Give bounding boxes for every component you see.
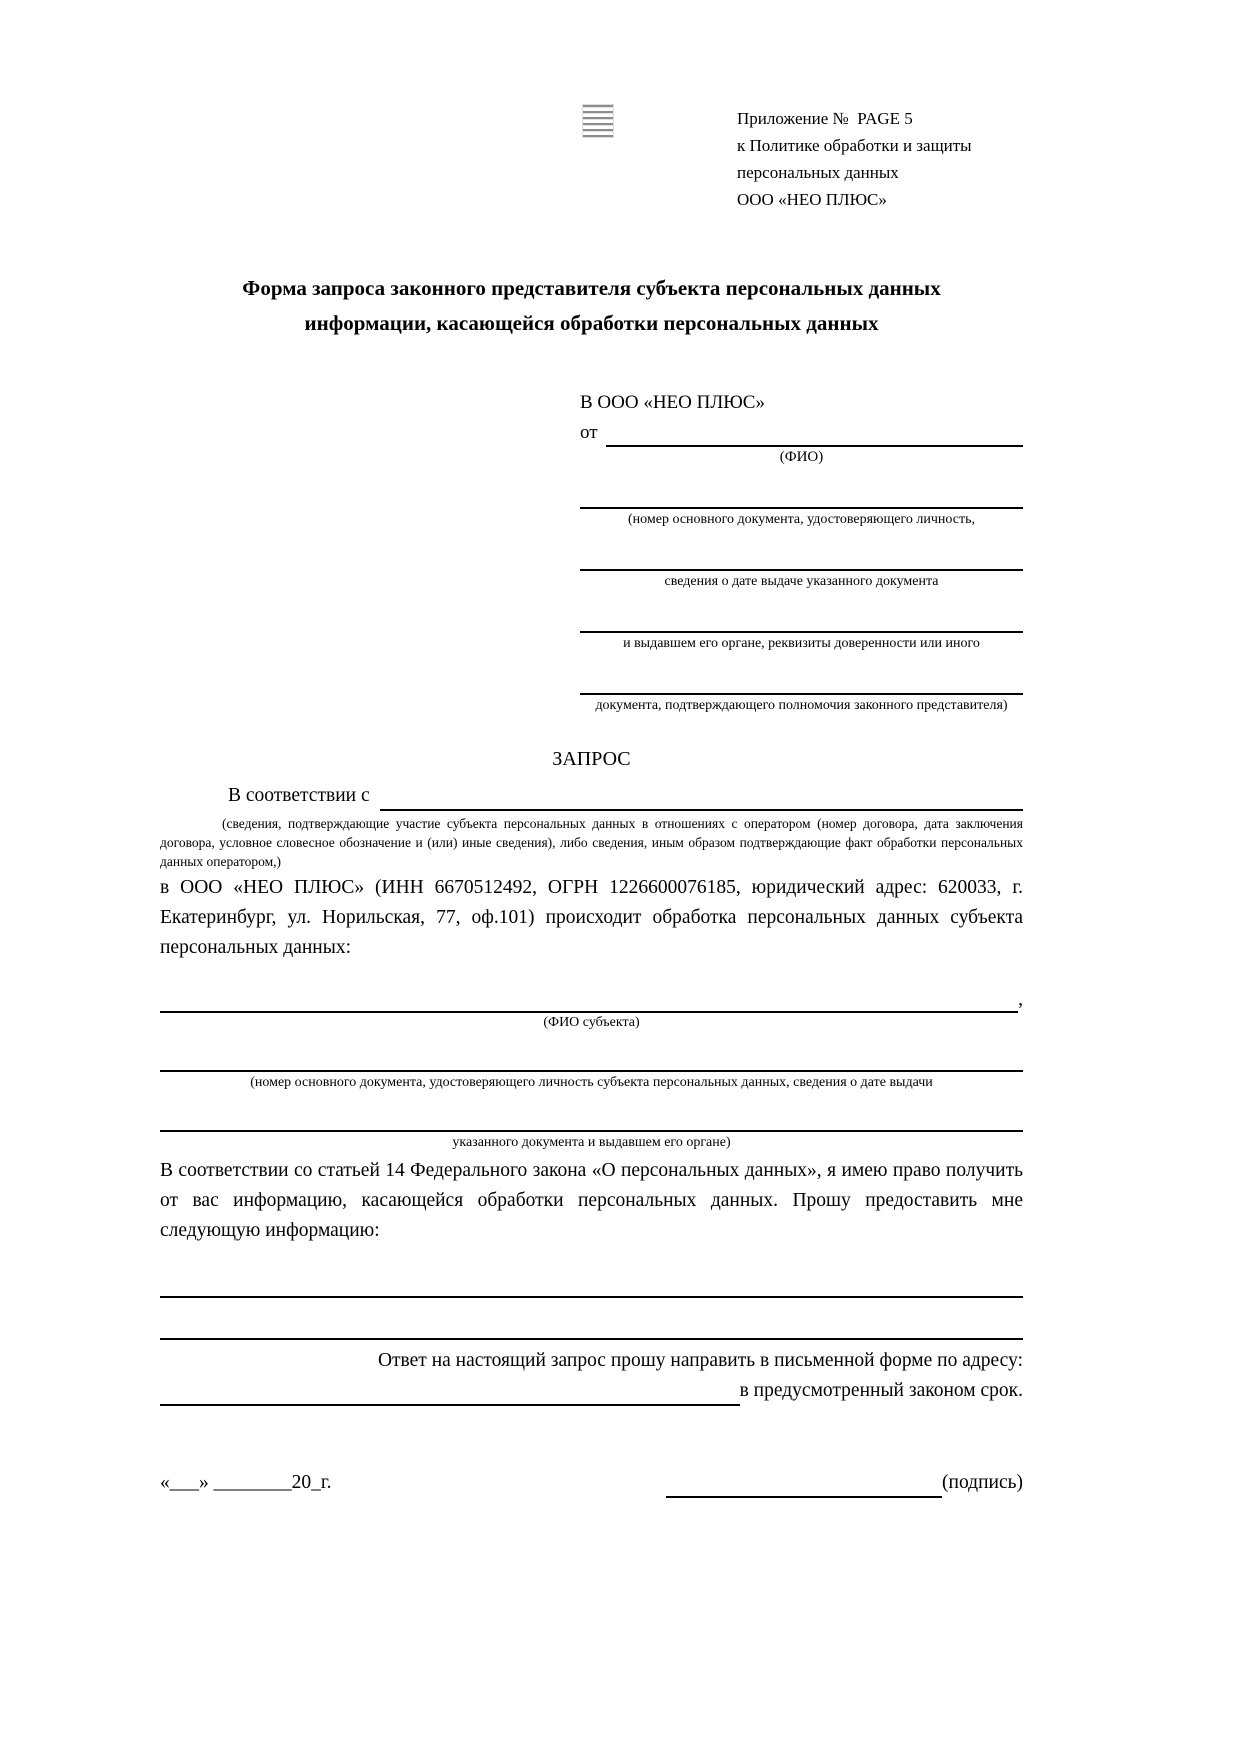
- field-caption: и выдавшем его органе, реквизиты доверенности или иного: [623, 636, 980, 651]
- appendix-line: Приложение № PAGE 5: [737, 109, 913, 128]
- embedded-image-icon: [583, 105, 613, 137]
- blank-field-line: [580, 553, 1023, 571]
- appendix-text-block: [737, 105, 1023, 213]
- field-caption: (номер основного документа, удостоверяющего личность,: [628, 512, 975, 527]
- from-blank-line: [606, 425, 1023, 447]
- signature-blank-line: [666, 1476, 942, 1498]
- date-signature-row: [160, 1468, 1023, 1498]
- blank-field-line: [580, 677, 1023, 695]
- subject-comma: ,: [1018, 989, 1023, 1010]
- accordance-field: [160, 781, 1023, 811]
- representative-doc-field: [580, 615, 1023, 653]
- representative-doc-field: [580, 553, 1023, 591]
- info-blank-line-2: [160, 1322, 1023, 1340]
- field-caption: документа, подтверждающего полномочия законного представителя): [595, 698, 1008, 713]
- accordance-blank-line: [380, 789, 1023, 811]
- address-blank-line: [160, 1384, 740, 1406]
- document-title-line2: информации, касающейся обработки персональных данных: [304, 311, 879, 335]
- document-title: [160, 271, 1023, 341]
- appendix-header: [160, 105, 1023, 215]
- subject-doc-caption-line1: (номер основного документа, удостоверяющего личность субъекта персональных данных, сведения о дате выдачи: [250, 1075, 933, 1090]
- subject-fio-caption: (ФИО субъекта): [543, 1015, 640, 1030]
- representative-doc-field: [580, 677, 1023, 715]
- appendix-line: ООО «НЕО ПЛЮС»: [737, 190, 887, 209]
- blank-field-line: [580, 615, 1023, 633]
- signature-field: [666, 1468, 1023, 1498]
- article-paragraph: В соответствии со статьей 14 Федерального закона «О персональных данных», я имею право получить от вас информацию, касающейся обработки персональных данных. Прошу предоставить мне следующую информацию:: [160, 1160, 1023, 1241]
- blank-field-line: [160, 1054, 1023, 1072]
- subject-doc-field: [160, 1054, 1023, 1092]
- response-address-field: [160, 1376, 1023, 1406]
- response-paragraph-suffix: в предусмотренный законом срок.: [739, 1380, 1023, 1401]
- blank-field-line: [580, 491, 1023, 509]
- subject-doc-caption-line2: указанного документа и выдавшем его органе): [452, 1135, 731, 1150]
- subject-fio-field: [160, 987, 1023, 1013]
- document-title-line1: Форма запроса законного представителя субъекта персональных данных: [242, 276, 941, 300]
- addressee-block: [580, 389, 1023, 715]
- accordance-footnote: (сведения, подтверждающие участие субъекта персональных данных в отношениях с оператором (номер договора, дата заключения договора, условное словесное обозначение и (или) иные сведения), либо сведения, иным образом подтверждающие факт обработки персональных данных оператором,): [160, 816, 1023, 869]
- subject-fio-blank-line: [160, 991, 1018, 1013]
- request-heading: ЗАПРОС: [552, 748, 631, 770]
- date-field: «___» ________20_г.: [160, 1472, 332, 1493]
- accordance-label: В соответствии с: [228, 785, 370, 806]
- from-label: от: [580, 422, 598, 443]
- subject-doc-field: [160, 1114, 1023, 1152]
- signature-caption: (подпись): [942, 1472, 1023, 1493]
- fio-caption: (ФИО): [779, 449, 824, 465]
- appendix-line: персональных данных: [737, 163, 899, 182]
- appendix-line: к Политике обработки и защиты: [737, 136, 972, 155]
- blank-field-line: [160, 1114, 1023, 1132]
- addressee-org: В ООО «НЕО ПЛЮС»: [580, 392, 765, 413]
- from-field: [580, 419, 1023, 447]
- field-caption: сведения о дате выдаче указанного документа: [664, 574, 939, 589]
- operator-paragraph: в ООО «НЕО ПЛЮС» (ИНН 6670512492, ОГРН 1226600076185, юридический адрес: 620033, г. Екатеринбург, ул. Норильская, 77, оф.101) происходит обработка персональных данных субъекта персональных данных:: [160, 877, 1023, 958]
- representative-doc-field: [580, 491, 1023, 529]
- info-blank-line-1: [160, 1280, 1023, 1298]
- response-paragraph-line1: Ответ на настоящий запрос прошу направить в письменной форме по адресу:: [377, 1350, 1023, 1371]
